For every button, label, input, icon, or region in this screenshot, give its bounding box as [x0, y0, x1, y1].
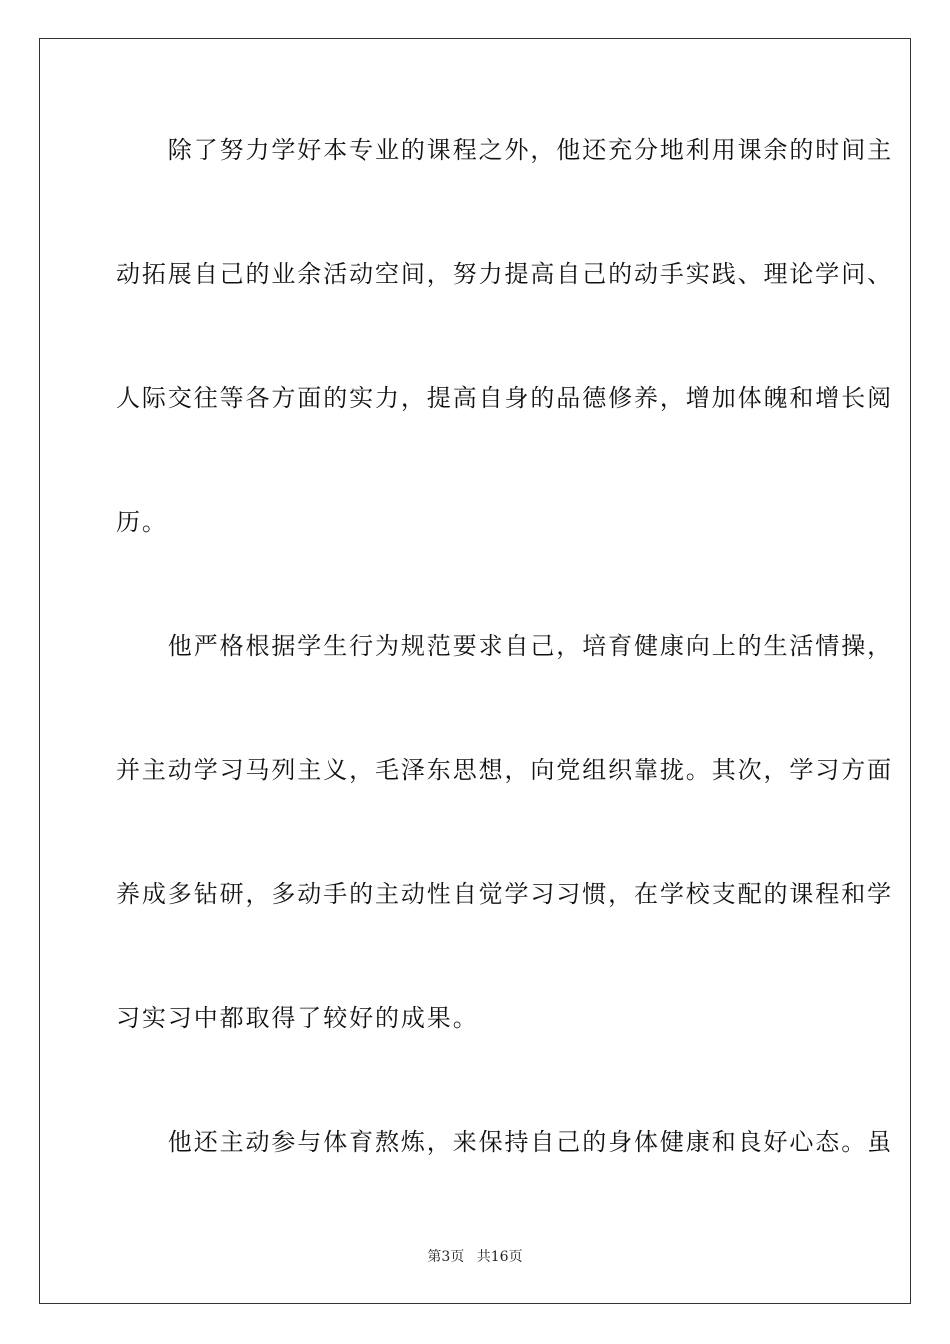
- text-line: 习实习中都取得了较好的成果。: [116, 1004, 479, 1032]
- page-total: 共16页: [476, 1249, 523, 1265]
- text-line: 除了努力学好本专业的课程之外，他还充分地利用课余的时间主: [116, 136, 893, 164]
- page-border: [39, 38, 911, 1304]
- page-current: 第3页: [427, 1249, 465, 1265]
- text-line: 养成多钻研，多动手的主动性自觉学习习惯，在学校支配的课程和学: [116, 880, 893, 908]
- text-line: 他严格根据学生行为规范要求自己，培育健康向上的生活情操，: [116, 632, 893, 660]
- text-line: 人际交往等各方面的实力，提高自身的品德修养，增加体魄和增长阅: [116, 384, 893, 412]
- text-line: 他还主动参与体育熬炼，来保持自己的身体健康和良好心态。虽: [116, 1128, 893, 1156]
- text-line: 历。: [116, 508, 168, 536]
- page-footer: [0, 1248, 950, 1266]
- text-line: 动拓展自己的业余活动空间，努力提高自己的动手实践、理论学问、: [116, 260, 893, 288]
- text-line: 并主动学习马列主义，毛泽东思想，向党组织靠拢。其次，学习方面: [116, 756, 893, 784]
